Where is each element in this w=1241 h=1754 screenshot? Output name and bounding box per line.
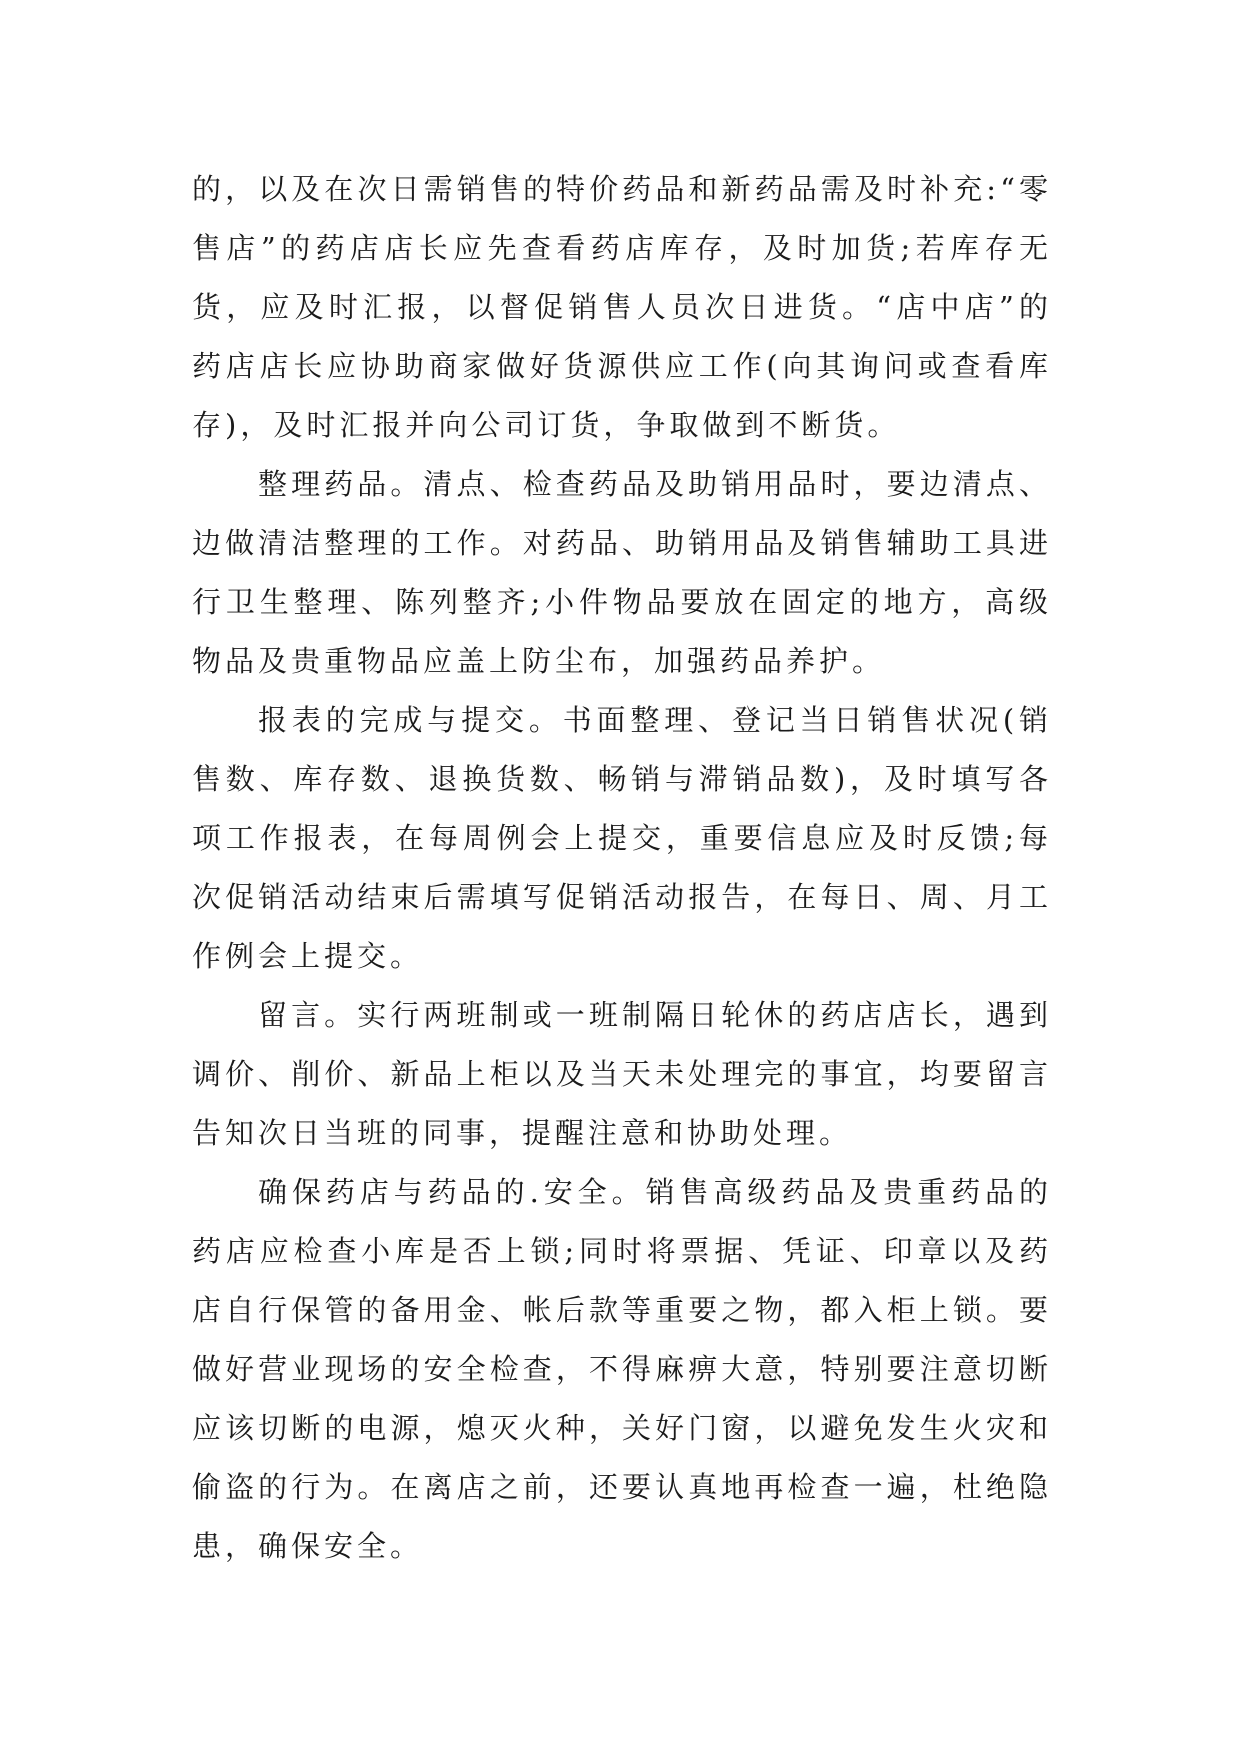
- paragraph-restock: 的，以及在次日需销售的特价药品和新药品需及时补充:“零售店”的药店店长应先查看药店库存，及时加货;若库存无货，应及时汇报，以督促销售人员次日进货。“店中店”的药店店长应协助商家做好货源供应工作(向其询问或查看库存)，及时汇报并向公司订货，争取做到不断货。: [192, 172, 1052, 442]
- paragraph-reports: 报表的完成与提交。书面整理、登记当日销售状况(销售数、库存数、退换货数、畅销与滞销品数)，及时填写各项工作报表，在每周例会上提交，重要信息应及时反馈;每次促销活动结束后需填写促销活动报告，在每日、周、月工作例会上提交。: [192, 703, 1052, 973]
- paragraph-leave-message: 留言。实行两班制或一班制隔日轮休的药店店长，遇到调价、削价、新品上柜以及当天未处理完的事宜，均要留言告知次日当班的同事，提醒注意和协助处理。: [192, 998, 1052, 1150]
- paragraph-organize-medicine: 整理药品。清点、检查药品及助销用品时，要边清点、边做清洁整理的工作。对药品、助销用品及销售辅助工具进行卫生整理、陈列整齐;小件物品要放在固定的地方，高级物品及贵重物品应盖上防尘布，加强药品养护。: [192, 467, 1052, 678]
- document-body: [192, 160, 1052, 1576]
- paragraph-security: 确保药店与药品的.安全。销售高级药品及贵重药品的药店应检查小库是否上锁;同时将票据、凭证、印章以及药店自行保管的备用金、帐后款等重要之物，都入柜上锁。要做好营业现场的安全检查，不得麻痹大意，特别要注意切断应该切断的电源，熄灭火种，关好门窗，以避免发生火灾和偷盗的行为。在离店之前，还要认真地再检查一遍，杜绝隐患，确保安全。: [192, 1175, 1052, 1563]
